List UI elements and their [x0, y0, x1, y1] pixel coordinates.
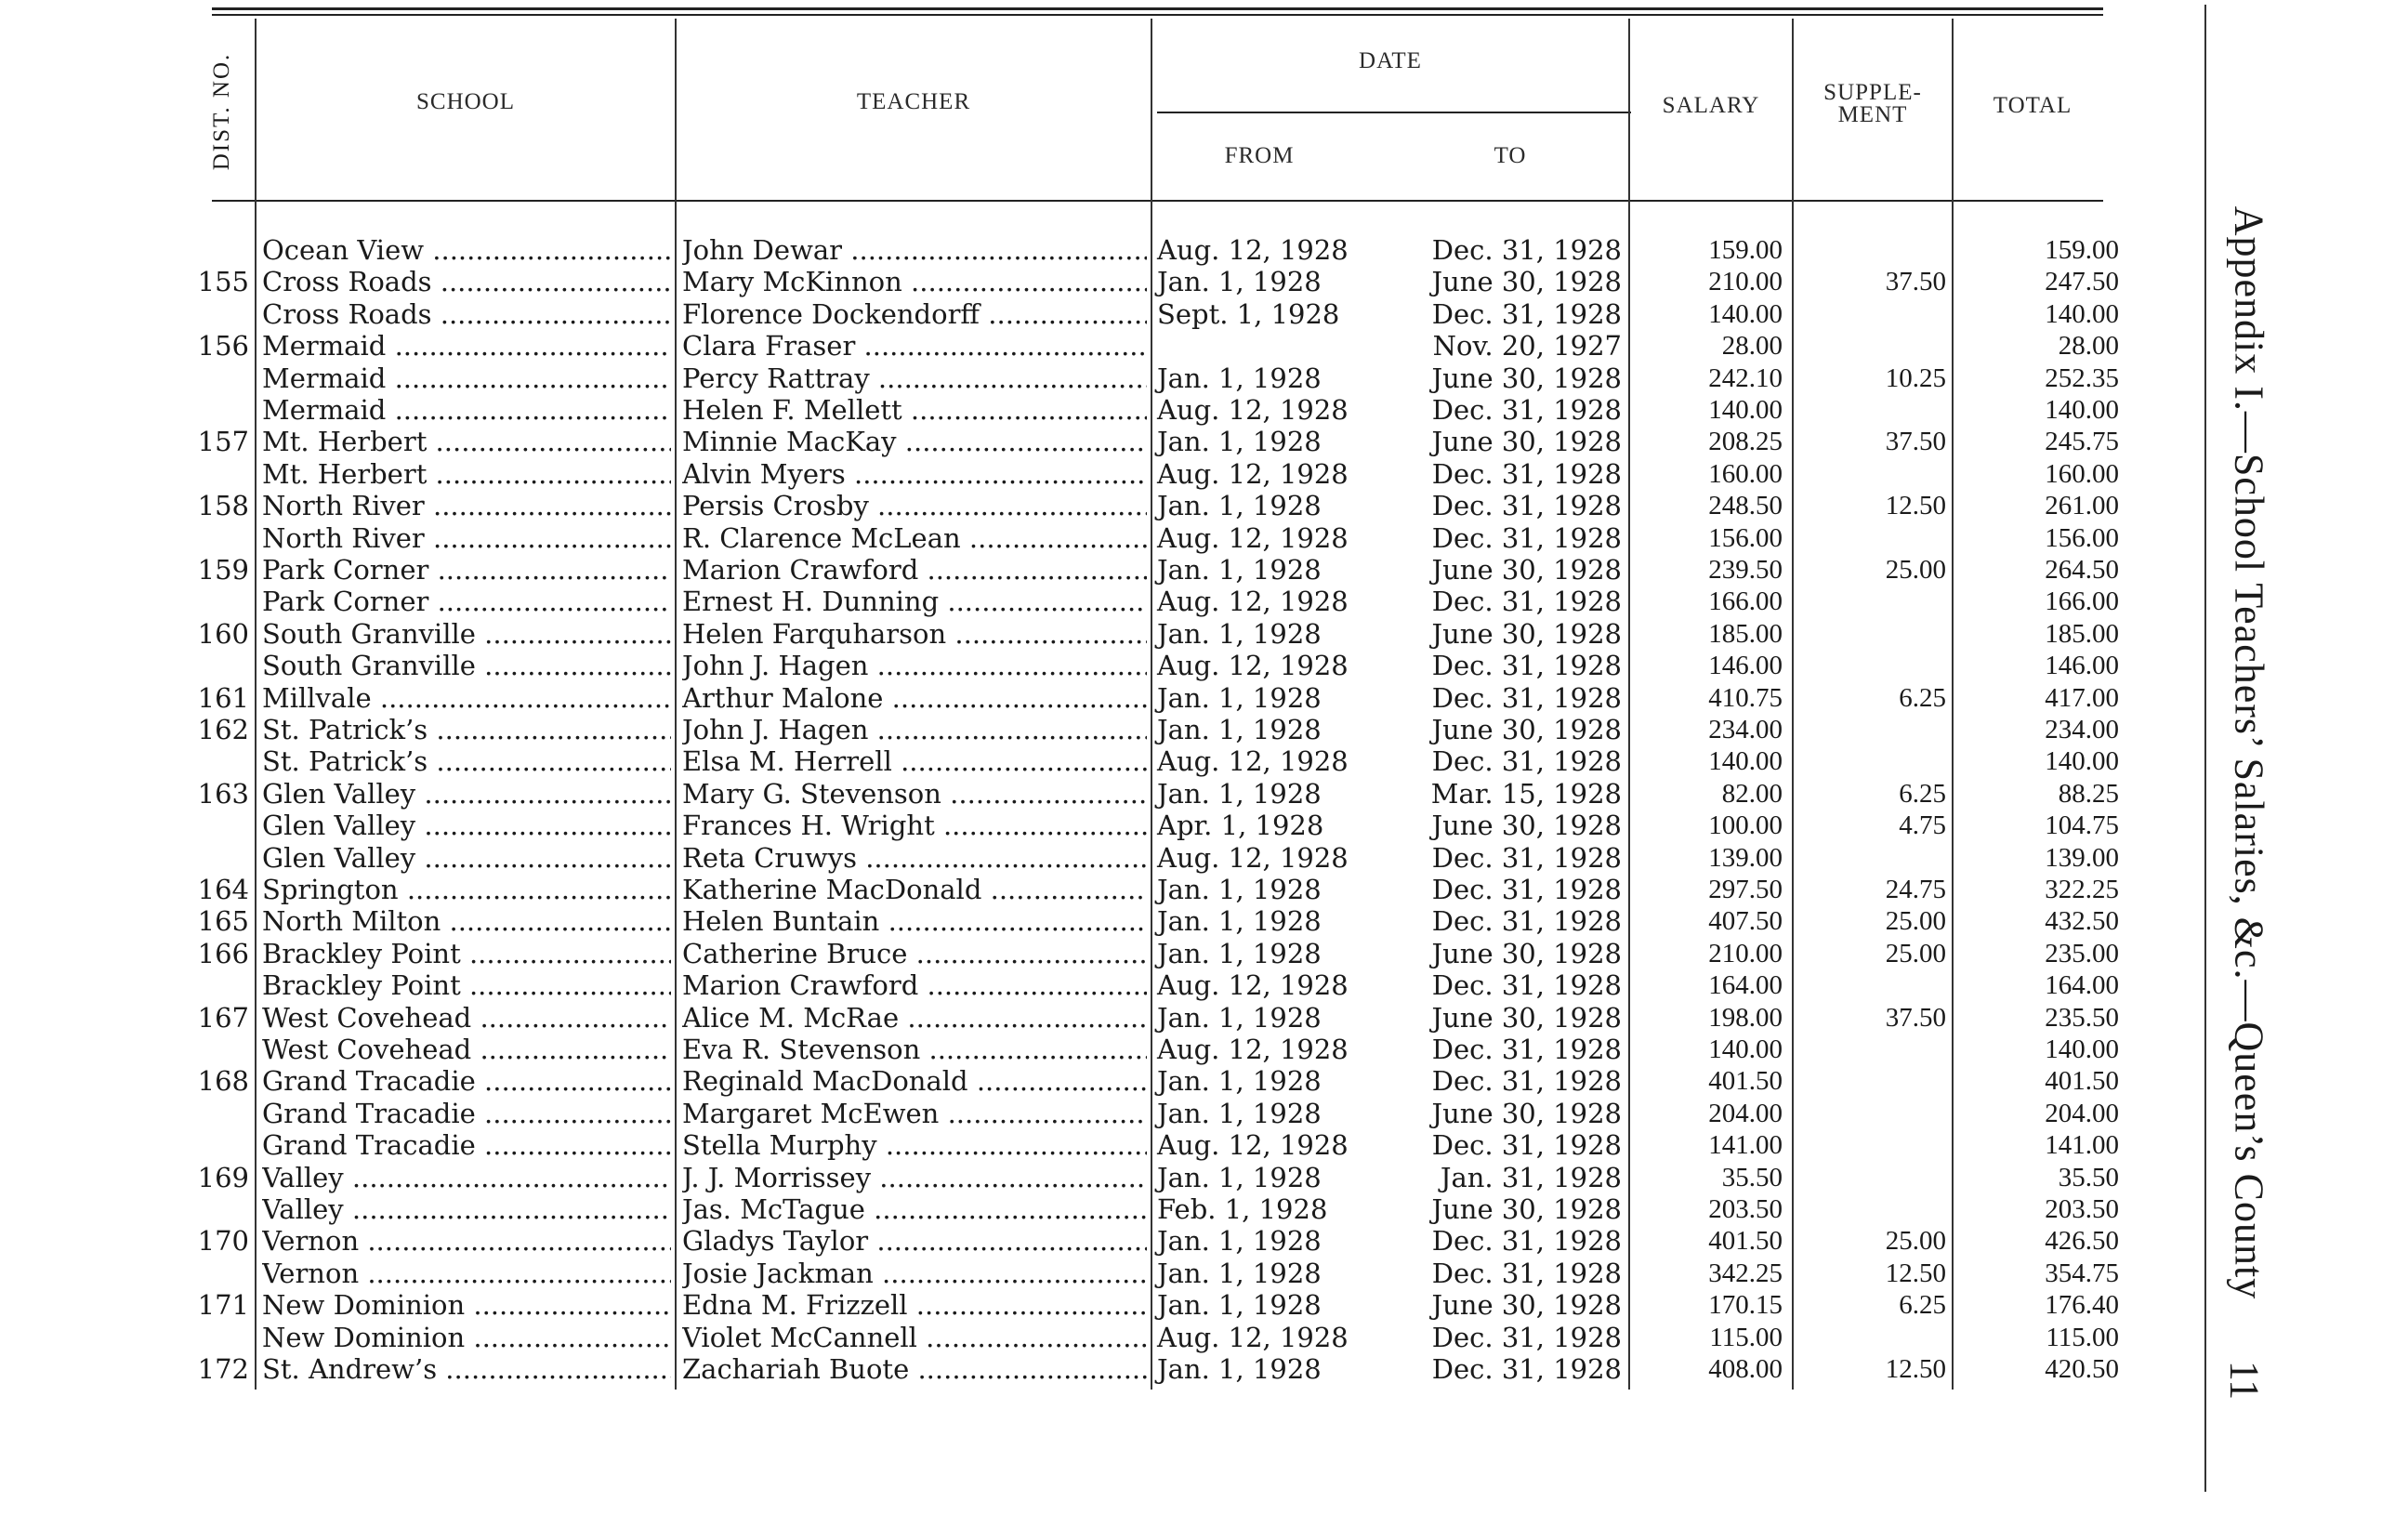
salary-cell: 210.00	[1708, 267, 1783, 297]
date-to-cell: June 30, 1928	[1431, 1097, 1622, 1129]
table-row	[0, 745, 2408, 777]
dist-no-cell: 162	[197, 714, 249, 745]
supplement-cell: 37.50	[1885, 1002, 1946, 1033]
teacher-name-cell: John J. Hagen .....	[682, 650, 1147, 681]
date-to-cell: Dec. 31, 1928	[1431, 745, 1622, 778]
total-cell: 261.00	[2045, 491, 2119, 521]
total-cell: 264.50	[2045, 555, 2119, 585]
school-name-cell: Mermaid .....	[262, 362, 671, 394]
header-total: TOTAL	[1993, 93, 2072, 118]
date-to-cell: June 30, 1928	[1431, 426, 1622, 458]
teacher-name-cell: Catherine Bruce .....	[682, 938, 1147, 969]
date-from-cell: Jan. 1, 1928	[1157, 874, 1322, 905]
date-to-cell: Dec. 31, 1928	[1431, 1321, 1622, 1353]
total-cell: 426.50	[2045, 1226, 2119, 1257]
date-from-cell: Jan. 1, 1928	[1157, 362, 1322, 394]
salary-cell: 35.50	[1721, 1162, 1783, 1192]
header-to: TO	[1493, 143, 1527, 168]
salary-cell: 239.50	[1708, 555, 1783, 585]
total-cell: 28.00	[2058, 331, 2119, 362]
total-cell: 140.00	[2045, 298, 2119, 329]
date-from-cell: Sept. 1, 1928	[1157, 297, 1340, 330]
total-cell: 432.50	[2045, 906, 2119, 937]
dist-no-cell: 165	[197, 905, 249, 938]
dist-no-cell: 171	[197, 1289, 249, 1322]
dist-no-cell: 164	[197, 874, 249, 905]
teacher-name-cell: J. J. Morrissey .....	[682, 1162, 1147, 1193]
teacher-name-cell: Eva R. Stevenson .....	[682, 1034, 1147, 1065]
total-cell: 141.00	[2045, 1130, 2119, 1161]
school-name-cell: Cross Roads .....	[262, 266, 671, 297]
teacher-name-cell: Katherine MacDonald .....	[682, 874, 1147, 905]
date-from-cell: Jan. 1, 1928	[1157, 1097, 1322, 1129]
header-school: SCHOOL	[415, 89, 515, 114]
supplement-cell: 25.00	[1885, 1226, 1946, 1257]
salary-cell: 248.50	[1708, 491, 1783, 521]
teacher-name-cell: Percy Rattray .....	[682, 362, 1147, 394]
header-from: FROM	[1224, 143, 1295, 168]
salary-cell: 140.00	[1708, 1034, 1783, 1064]
table-row	[0, 714, 2408, 745]
total-cell: 185.00	[2045, 618, 2119, 649]
dist-no-cell: 163	[197, 777, 249, 810]
table-row	[0, 650, 2408, 681]
table-row	[0, 426, 2408, 457]
date-from-cell: Jan. 1, 1928	[1157, 554, 1322, 586]
school-name-cell: Mt. Herbert .....	[262, 426, 671, 457]
salary-cell: 198.00	[1708, 1002, 1783, 1033]
salary-cell: 297.50	[1708, 875, 1783, 904]
teacher-name-cell: Helen Farquharson .....	[682, 618, 1147, 650]
date-to-cell: Dec. 31, 1928	[1431, 521, 1622, 554]
school-name-cell: South Granville .....	[262, 618, 671, 650]
total-cell: 140.00	[2045, 1034, 2119, 1064]
date-from-cell: Jan. 1, 1928	[1157, 266, 1322, 298]
school-name-cell: North River .....	[262, 490, 671, 521]
teacher-name-cell: Edna M. Frizzell .....	[682, 1289, 1147, 1321]
table-row	[0, 522, 2408, 554]
table-row	[0, 554, 2408, 586]
table-row	[0, 842, 2408, 874]
school-name-cell: North River .....	[262, 522, 671, 554]
date-from-cell: Feb. 1, 1928	[1157, 1193, 1328, 1225]
supplement-cell: 37.50	[1885, 267, 1946, 297]
salary-cell: 140.00	[1708, 395, 1783, 425]
school-name-cell: Mermaid .....	[262, 394, 671, 426]
date-from-cell: Jan. 1, 1928	[1157, 1065, 1322, 1098]
date-to-cell: June 30, 1928	[1431, 1001, 1622, 1034]
date-to-cell: Mar. 15, 1928	[1430, 777, 1622, 810]
date-from-cell: Aug. 12, 1928	[1157, 586, 1349, 618]
total-cell: 204.00	[2045, 1098, 2119, 1128]
dist-no-cell: 166	[197, 937, 249, 969]
date-from-cell: Jan. 1, 1928	[1157, 777, 1322, 810]
supplement-cell: 37.50	[1885, 427, 1946, 457]
salary-cell: 140.00	[1708, 298, 1783, 329]
teacher-name-cell: Mary G. Stevenson .....	[682, 778, 1147, 810]
date-from-cell: Aug. 12, 1928	[1157, 969, 1349, 1002]
salary-cell: 160.00	[1708, 458, 1783, 489]
table-row	[0, 1353, 2408, 1385]
teacher-name-cell: Mary McKinnon .....	[682, 266, 1147, 297]
teacher-name-cell: Gladys Taylor .....	[682, 1225, 1147, 1257]
date-from-cell: Jan. 1, 1928	[1157, 1257, 1322, 1289]
school-name-cell: New Dominion .....	[262, 1289, 671, 1321]
table-row	[0, 1162, 2408, 1193]
date-from-cell: Jan. 1, 1928	[1157, 490, 1322, 522]
table-row	[0, 298, 2408, 330]
school-name-cell: Valley .....	[262, 1193, 671, 1225]
teacher-name-cell: Arthur Malone .....	[682, 682, 1147, 714]
table-row	[0, 1289, 2408, 1321]
date-to-cell: Dec. 31, 1928	[1431, 1129, 1622, 1162]
teacher-name-cell: Alice M. McRae .....	[682, 1002, 1147, 1034]
salary-cell: 407.50	[1708, 906, 1783, 937]
total-cell: 164.00	[2045, 970, 2119, 1001]
salary-cell: 156.00	[1708, 522, 1783, 553]
date-to-cell: June 30, 1928	[1431, 554, 1622, 586]
date-from-cell: Aug. 12, 1928	[1157, 394, 1349, 426]
date-from-cell: Jan. 1, 1928	[1157, 681, 1322, 714]
header-teacher: TEACHER	[856, 89, 971, 114]
date-from-cell: Aug. 12, 1928	[1157, 521, 1349, 554]
date-to-cell: Dec. 31, 1928	[1431, 457, 1622, 490]
teacher-name-cell: Alvin Myers .....	[682, 458, 1147, 490]
date-to-cell: June 30, 1928	[1431, 810, 1622, 842]
supplement-cell: 6.25	[1899, 778, 1946, 809]
table-row	[0, 490, 2408, 521]
total-cell: 146.00	[2045, 651, 2119, 681]
salary-cell: 408.00	[1708, 1354, 1783, 1384]
school-name-cell: Glen Valley .....	[262, 778, 671, 810]
salary-cell: 170.15	[1708, 1290, 1783, 1321]
table-row	[0, 1258, 2408, 1289]
table-row	[0, 458, 2408, 490]
salary-cell: 115.00	[1709, 1322, 1783, 1352]
date-from-cell: Jan. 1, 1928	[1157, 1161, 1322, 1193]
table-row	[0, 362, 2408, 394]
school-name-cell: Glen Valley .....	[262, 810, 671, 841]
date-from-cell: Jan. 1, 1928	[1157, 1225, 1322, 1258]
salary-cell: 203.50	[1708, 1194, 1783, 1224]
page-number-text: 11	[2221, 1360, 2268, 1401]
date-from-cell: Aug. 12, 1928	[1157, 457, 1349, 490]
total-cell: 35.50	[2058, 1162, 2119, 1192]
school-name-cell: Brackley Point .....	[262, 969, 671, 1001]
salary-cell: 139.00	[1708, 842, 1783, 873]
header-supplement-line2: MENT	[1837, 102, 1908, 127]
date-from-cell: Aug. 12, 1928	[1157, 1034, 1349, 1065]
date-to-cell: Dec. 31, 1928	[1431, 969, 1622, 1002]
total-cell: 166.00	[2045, 586, 2119, 617]
dist-no-cell: 158	[197, 490, 249, 522]
supplement-cell: 12.50	[1885, 491, 1946, 521]
date-from-cell: Aug. 12, 1928	[1157, 650, 1349, 682]
date-from-cell: Aug. 12, 1928	[1157, 841, 1349, 874]
date-from-cell: Aug. 12, 1928	[1157, 745, 1349, 778]
table-row	[0, 810, 2408, 841]
date-to-cell: June 30, 1928	[1431, 266, 1622, 298]
table-row	[0, 266, 2408, 297]
dist-no-cell: 161	[197, 681, 249, 714]
teacher-name-cell: Minnie MacKay .....	[682, 426, 1147, 457]
date-to-cell: June 30, 1928	[1431, 617, 1622, 650]
total-cell: 417.00	[2045, 682, 2119, 713]
supplement-cell: 10.25	[1885, 362, 1946, 393]
table-row	[0, 938, 2408, 969]
teacher-name-cell: Zachariah Buote .....	[682, 1353, 1147, 1385]
table-row	[0, 1002, 2408, 1034]
date-to-cell: Dec. 31, 1928	[1431, 234, 1622, 266]
teacher-name-cell: Margaret McEwen .....	[682, 1098, 1147, 1129]
date-to-cell: June 30, 1928	[1431, 937, 1622, 969]
date-to-cell: Dec. 31, 1928	[1431, 650, 1622, 682]
dist-no-cell: 157	[197, 426, 249, 458]
supplement-cell: 25.00	[1885, 906, 1946, 937]
date-to-cell: June 30, 1928	[1431, 1193, 1622, 1225]
table-row	[0, 874, 2408, 905]
salary-cell: 28.00	[1721, 331, 1783, 362]
date-to-cell: June 30, 1928	[1431, 714, 1622, 745]
total-cell: 354.75	[2045, 1258, 2119, 1288]
school-name-cell: Millvale .....	[262, 682, 671, 714]
teacher-name-cell: Reginald MacDonald .....	[682, 1065, 1147, 1097]
table-row	[0, 586, 2408, 617]
dist-no-cell: 160	[197, 617, 249, 650]
total-cell: 104.75	[2045, 810, 2119, 841]
date-from-cell: Jan. 1, 1928	[1157, 905, 1322, 938]
school-name-cell: Valley .....	[262, 1162, 671, 1193]
date-from-cell: Jan. 1, 1928	[1157, 426, 1322, 458]
school-name-cell: South Granville .....	[262, 650, 671, 681]
date-to-cell: Dec. 31, 1928	[1431, 586, 1622, 618]
date-to-cell: Dec. 31, 1928	[1431, 490, 1622, 522]
table-row	[0, 682, 2408, 714]
supplement-cell: 25.00	[1885, 555, 1946, 585]
teacher-name-cell: Clara Fraser .....	[682, 330, 1147, 362]
salary-cell: 159.00	[1708, 235, 1783, 265]
salary-cell: 208.25	[1708, 427, 1783, 457]
date-to-cell: Dec. 31, 1928	[1431, 874, 1622, 905]
date-from-cell: Jan. 1, 1928	[1157, 1001, 1322, 1034]
total-cell: 140.00	[2045, 395, 2119, 425]
total-cell: 140.00	[2045, 746, 2119, 777]
dist-no-cell: 168	[197, 1065, 249, 1098]
salary-cell: 204.00	[1708, 1098, 1783, 1128]
table-row	[0, 1129, 2408, 1161]
side-title	[2212, 102, 2286, 1403]
header-dist-no: DIST. NO.	[209, 52, 234, 171]
teacher-name-cell: John Dewar .....	[682, 234, 1147, 266]
total-cell: 247.50	[2045, 267, 2119, 297]
total-cell: 245.75	[2045, 427, 2119, 457]
date-to-cell: Dec. 31, 1928	[1431, 905, 1622, 938]
date-to-cell: Dec. 31, 1928	[1431, 1353, 1622, 1385]
teacher-name-cell: Elsa M. Herrell .....	[682, 745, 1147, 777]
date-from-cell: Aug. 12, 1928	[1157, 234, 1349, 266]
dist-no-cell: 169	[197, 1161, 249, 1193]
total-cell: 203.50	[2045, 1194, 2119, 1224]
teacher-name-cell: John J. Hagen .....	[682, 714, 1147, 745]
date-from-cell: Aug. 12, 1928	[1157, 1321, 1349, 1353]
date-to-cell: Dec. 31, 1928	[1431, 1225, 1622, 1258]
page-number	[2217, 1352, 2272, 1408]
total-cell: 420.50	[2045, 1354, 2119, 1384]
total-cell: 401.50	[2045, 1066, 2119, 1097]
table-row	[0, 969, 2408, 1001]
school-name-cell: St. Andrew’s .....	[262, 1353, 671, 1385]
school-name-cell: Grand Tracadie .....	[262, 1065, 671, 1097]
total-cell: 156.00	[2045, 522, 2119, 553]
total-cell: 115.00	[2046, 1322, 2119, 1352]
salary-cell: 166.00	[1708, 586, 1783, 617]
school-name-cell: Park Corner .....	[262, 554, 671, 586]
table-row	[0, 1034, 2408, 1065]
date-to-cell: June 30, 1928	[1431, 1289, 1622, 1322]
school-name-cell: St. Patrick’s .....	[262, 714, 671, 745]
supplement-cell: 6.25	[1899, 682, 1946, 713]
supplement-cell: 24.75	[1885, 875, 1946, 904]
date-to-cell: Dec. 31, 1928	[1431, 841, 1622, 874]
date-to-cell: Nov. 20, 1927	[1432, 330, 1622, 362]
dist-no-cell: 155	[197, 266, 249, 298]
total-cell: 159.00	[2045, 235, 2119, 265]
total-cell: 139.00	[2045, 842, 2119, 873]
side-title-text: Appendix I.—School Teachers’ Salaries, &c.—Queen’s County	[2226, 205, 2272, 1300]
date-from-cell: Jan. 1, 1928	[1157, 937, 1322, 969]
teacher-name-cell: Florence Dockendorff .....	[682, 298, 1147, 330]
teacher-name-cell: Josie Jackman .....	[682, 1258, 1147, 1289]
total-cell: 160.00	[2045, 458, 2119, 489]
salary-cell: 410.75	[1708, 682, 1783, 713]
salary-cell: 185.00	[1708, 618, 1783, 649]
salary-cell: 234.00	[1708, 715, 1783, 744]
teacher-name-cell: Frances H. Wright .....	[682, 810, 1147, 841]
teacher-name-cell: Persis Crosby .....	[682, 490, 1147, 521]
total-cell: 235.00	[2045, 938, 2119, 968]
date-to-cell: Dec. 31, 1928	[1431, 1257, 1622, 1289]
teacher-name-cell: Marion Crawford .....	[682, 554, 1147, 586]
supplement-cell: 25.00	[1885, 938, 1946, 968]
header-supplement-line1: SUPPLE-	[1823, 80, 1922, 105]
total-cell: 322.25	[2045, 875, 2119, 904]
school-name-cell: Brackley Point .....	[262, 938, 671, 969]
school-name-cell: Grand Tracadie .....	[262, 1098, 671, 1129]
dist-no-cell: 156	[197, 330, 249, 362]
school-name-cell: Cross Roads .....	[262, 298, 671, 330]
school-name-cell: St. Patrick’s .....	[262, 745, 671, 777]
table-row	[0, 1065, 2408, 1097]
table-row	[0, 1322, 2408, 1353]
school-name-cell: Ocean View .....	[262, 234, 671, 266]
school-name-cell: Grand Tracadie .....	[262, 1129, 671, 1161]
date-from-cell: Apr. 1, 1928	[1157, 810, 1324, 842]
date-to-cell: Jan. 31, 1928	[1440, 1161, 1622, 1193]
school-name-cell: Vernon .....	[262, 1258, 671, 1289]
school-name-cell: North Milton .....	[262, 905, 671, 937]
date-from-cell: Jan. 1, 1928	[1157, 617, 1322, 650]
teacher-name-cell: Ernest H. Dunning .....	[682, 586, 1147, 617]
school-name-cell: Glen Valley .....	[262, 842, 671, 874]
teacher-name-cell: Reta Cruwys .....	[682, 842, 1147, 874]
school-name-cell: New Dominion .....	[262, 1322, 671, 1353]
salary-cell: 401.50	[1708, 1226, 1783, 1257]
salary-cell: 141.00	[1708, 1130, 1783, 1161]
table-row	[0, 234, 2408, 266]
date-to-cell: Dec. 31, 1928	[1431, 1065, 1622, 1098]
total-cell: 252.35	[2045, 362, 2119, 393]
salary-cell: 401.50	[1708, 1066, 1783, 1097]
school-name-cell: West Covehead .....	[262, 1002, 671, 1034]
teacher-name-cell: Jas. McTague .....	[682, 1193, 1147, 1225]
date-to-cell: Dec. 31, 1928	[1431, 297, 1622, 330]
header-date: DATE	[1359, 48, 1422, 73]
table-row	[0, 618, 2408, 650]
salary-cell: 146.00	[1708, 651, 1783, 681]
table-row	[0, 1098, 2408, 1129]
supplement-cell: 4.75	[1899, 810, 1946, 841]
supplement-cell: 12.50	[1885, 1258, 1946, 1288]
date-from-cell: Jan. 1, 1928	[1157, 714, 1322, 745]
school-name-cell: Park Corner .....	[262, 586, 671, 617]
school-name-cell: Mermaid .....	[262, 330, 671, 362]
salary-cell: 210.00	[1708, 938, 1783, 968]
date-from-cell: Jan. 1, 1928	[1157, 1353, 1322, 1385]
table-row	[0, 905, 2408, 937]
table-row	[0, 394, 2408, 426]
school-name-cell: West Covehead .....	[262, 1034, 671, 1065]
teacher-name-cell: R. Clarence McLean .....	[682, 522, 1147, 554]
table-row	[0, 1193, 2408, 1225]
date-to-cell: Dec. 31, 1928	[1431, 1034, 1622, 1065]
salary-cell: 164.00	[1708, 970, 1783, 1001]
supplement-cell: 12.50	[1885, 1354, 1946, 1384]
dist-no-cell: 170	[197, 1225, 249, 1258]
date-to-cell: Dec. 31, 1928	[1431, 681, 1622, 714]
date-to-cell: Dec. 31, 1928	[1431, 394, 1622, 426]
teacher-name-cell: Violet McCannell .....	[682, 1322, 1147, 1353]
salary-cell: 242.10	[1708, 362, 1783, 393]
teacher-name-cell: Helen Buntain .....	[682, 905, 1147, 937]
salary-cell: 82.00	[1721, 778, 1783, 809]
date-from-cell: Jan. 1, 1928	[1157, 1289, 1322, 1322]
dist-no-cell: 167	[197, 1001, 249, 1034]
salary-cell: 342.25	[1708, 1258, 1783, 1288]
school-name-cell: Mt. Herbert .....	[262, 458, 671, 490]
date-from-cell: Aug. 12, 1928	[1157, 1129, 1349, 1162]
total-cell: 88.25	[2058, 778, 2119, 809]
supplement-cell: 6.25	[1899, 1290, 1946, 1321]
date-to-cell: June 30, 1928	[1431, 362, 1622, 394]
table-row	[0, 1225, 2408, 1257]
dist-no-cell: 172	[197, 1353, 249, 1385]
dist-no-cell: 159	[197, 554, 249, 586]
teacher-name-cell: Marion Crawford .....	[682, 969, 1147, 1001]
total-cell: 235.50	[2045, 1002, 2119, 1033]
table-row	[0, 778, 2408, 810]
total-cell: 176.40	[2045, 1290, 2119, 1321]
salary-cell: 140.00	[1708, 746, 1783, 777]
school-name-cell: Springton .....	[262, 874, 671, 905]
teacher-name-cell: Stella Murphy .....	[682, 1129, 1147, 1161]
total-cell: 234.00	[2045, 715, 2119, 744]
school-name-cell: Vernon .....	[262, 1225, 671, 1257]
teacher-name-cell: Helen F. Mellett .....	[682, 394, 1147, 426]
salary-cell: 100.00	[1708, 810, 1783, 841]
header-salary: SALARY	[1662, 93, 1760, 118]
table-row	[0, 330, 2408, 362]
